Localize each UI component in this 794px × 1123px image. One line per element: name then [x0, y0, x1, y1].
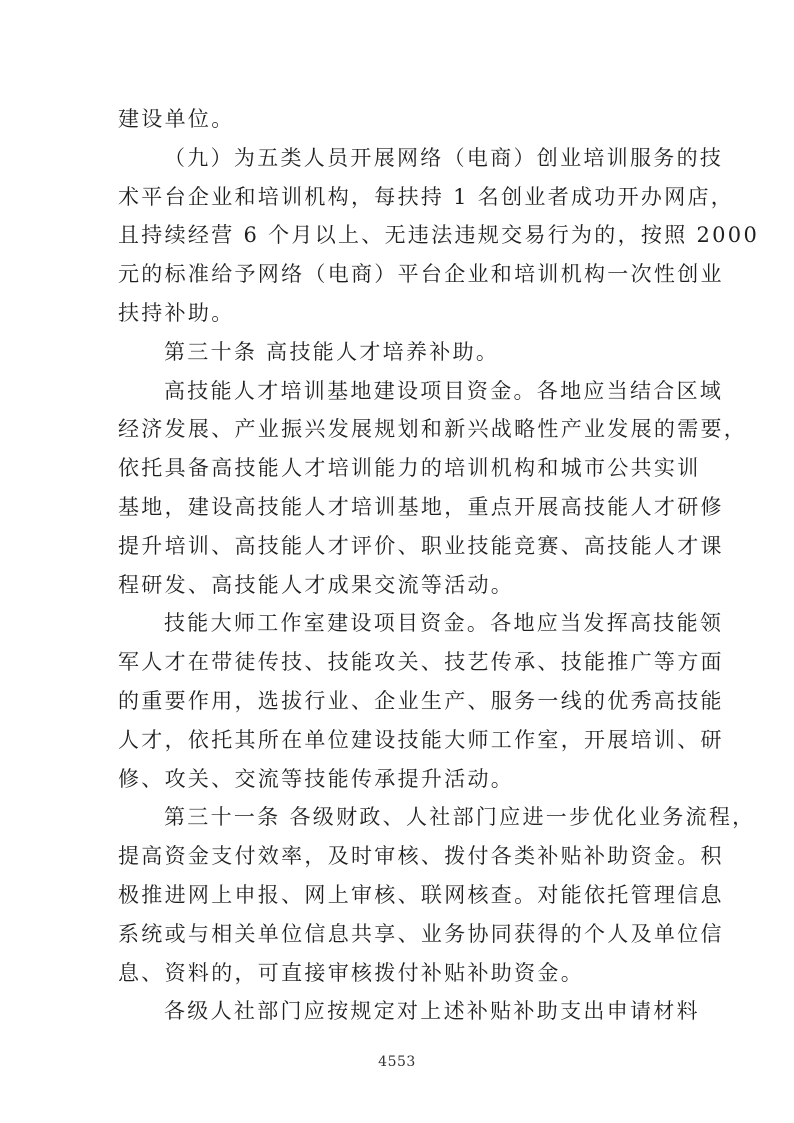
text-line: 提升培训、高技能人才评价、职业技能竞赛、高技能人才课	[118, 533, 724, 558]
text-line: 修、攻关、交流等技能传承提升活动。	[118, 766, 515, 791]
text-line: 息、资料的，可直接审核拨付补贴补助资金。	[118, 960, 584, 985]
page-number: 4553	[378, 1054, 416, 1070]
text-line: 第三十条 高技能人才培养补助。	[164, 339, 500, 364]
text-line: 程研发、高技能人才成果交流等活动。	[118, 572, 515, 597]
text-line: 的重要作用，选拔行业、企业生产、服务一线的优秀高技能	[118, 688, 724, 713]
text-line: 建设单位。	[118, 107, 235, 131]
text-line: 人才，依托其所在单位建设技能大师工作室，开展培训、研	[118, 727, 724, 752]
text-line: 军人才在带徒传技、技能攻关、技艺传承、技能推广等方面	[118, 650, 724, 675]
text-line: 依托具备高技能人才培训能力的培训机构和城市公共实训	[118, 456, 701, 481]
text-line: 第三十一条 各级财政、人社部门应进一步优化业务流程，	[164, 805, 756, 830]
text-line: （九）为五类人员开展网络（电商）创业培训服务的技	[164, 145, 724, 170]
text-line: 系统或与相关单位信息共享、业务协同获得的个人及单位信	[118, 921, 724, 946]
text-line: 且持续经营 6 个月以上、无违法违规交易行为的，按照 2000	[118, 223, 760, 248]
text-line: 高技能人才培训基地建设项目资金。各地应当结合区域	[164, 378, 724, 403]
text-line: 极推进网上申报、网上审核、联网核查。对能依托管理信息	[118, 882, 724, 907]
text-line: 术平台企业和培训机构，每扶持 1 名创业者成功开办网店，	[118, 184, 735, 209]
text-line: 基地，建设高技能人才培训基地，重点开展高技能人才研修	[118, 494, 724, 519]
text-line: 提高资金支付效率，及时审核、拨付各类补贴补助资金。积	[118, 844, 724, 869]
text-line: 技能大师工作室建设项目资金。各地应当发挥高技能领	[164, 611, 724, 636]
document-body	[118, 100, 760, 1031]
text-line: 元的标准给予网络（电商）平台企业和培训机构一次性创业	[118, 262, 724, 287]
text-line: 各级人社部门应按规定对上述补贴补助支出申请材料	[164, 999, 700, 1024]
text-line: 经济发展、产业振兴发展规划和新兴战略性产业发展的需要，	[118, 417, 748, 442]
text-line: 扶持补助。	[118, 300, 235, 325]
